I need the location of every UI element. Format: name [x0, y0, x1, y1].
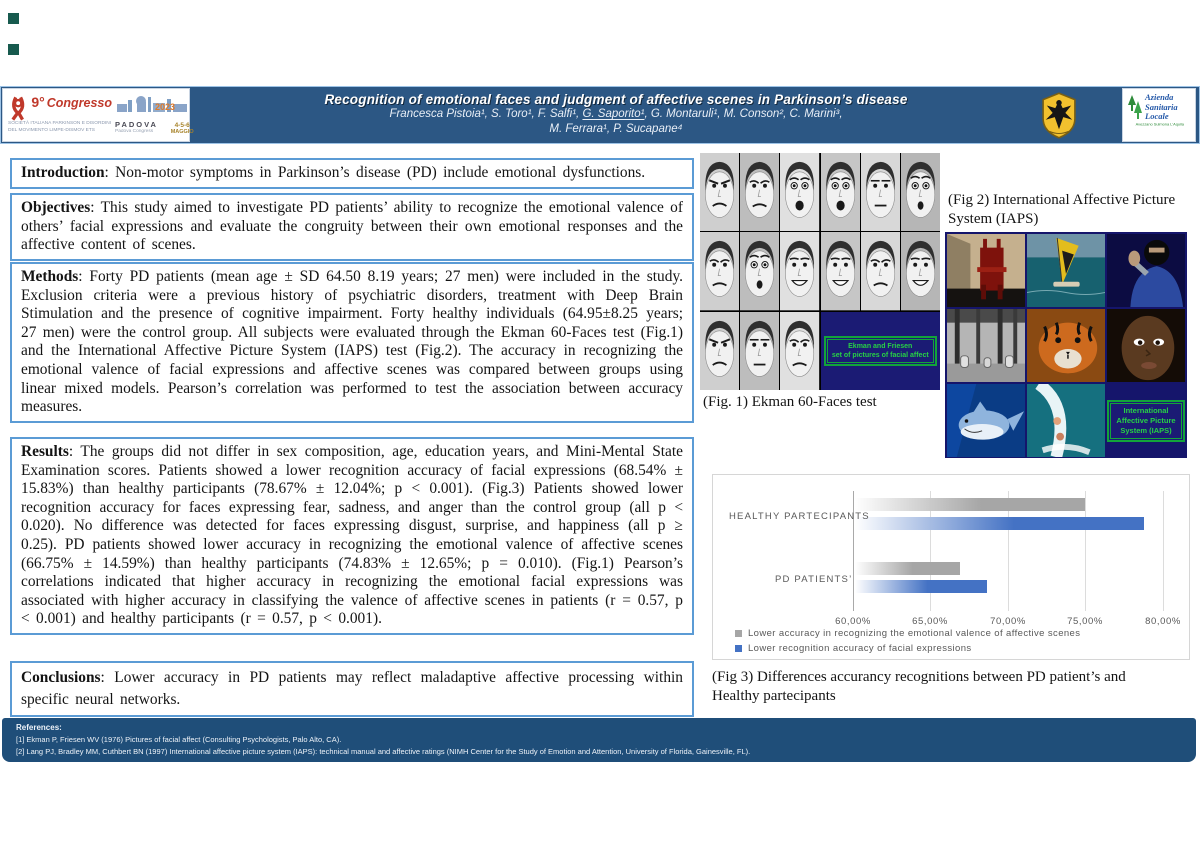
legend-swatch-gray: [735, 630, 742, 637]
ekman-face-photo: [861, 232, 900, 310]
ekman-face-photo: [780, 312, 819, 390]
legend-swatch-blue: [735, 645, 742, 652]
conclusions-label: Conclusions: [21, 669, 101, 686]
ekman-face-photo: [740, 312, 779, 390]
cemetery-photo: [947, 309, 1025, 382]
ekman-badge: Ekman and Friesen set of pictures of facial affect: [824, 336, 937, 366]
iaps-badge-panel: [1107, 384, 1185, 457]
reference-2: [2] Lang PJ, Bradley MM, Cuthbert BN (1997) International affective picture system (IAPS): technical manual and affective ratings (NIMH Center for the Study of Emotion and Attention, University of Florida, Gainesville, FL).: [16, 746, 751, 756]
electric-chair-photo: [947, 234, 1025, 307]
ekman-face-photo: [700, 312, 739, 390]
ekman-face-photo: [700, 153, 739, 231]
asl-line3: Locale: [1145, 111, 1169, 121]
gridline-75: [1085, 491, 1086, 611]
category-label-pd: PD PATIENTS’: [775, 574, 853, 585]
references-footer: [2, 718, 1196, 762]
padova-city: PADOVA: [115, 120, 158, 129]
asl-line2: Sanitaria: [1145, 101, 1178, 112]
ekman-face-photo: [821, 153, 860, 231]
asl-line1: Azienda: [1145, 92, 1174, 102]
corner-marker: [8, 13, 19, 24]
objectives-text: : This study aimed to investigate PD patients’ ability to recognize the emotional valence of others’ facial expressions and evaluate the congruity between their own emotional responses and the affective content of scenes.: [21, 199, 683, 254]
bar-healthy-scenes: [855, 498, 1085, 511]
iaps-badge: International Affective Picture System (IAPS): [1107, 400, 1185, 442]
results-text: : The groups did not differ in sex composition, age, education years, and Mini-Mental State Examination scores. Patients showed a lower recognition accuracy of facial expressions (68.54% ± 15.83%) than healthy participants (78.67% ± 12.04%; p < 0.001). (Fig.3) Patients showed lower recognition accuracy for faces expressing fear, sadness, and anger than the control group (all p < 0.020). No difference was detected for faces expressing disgust, surprise, and happiness (all p ≥ 0.25). PD patients showed lower accuracy in recognizing the emotional valence of affective scenes (66.75% ± 14.59%) than healthy participants (74.83% ± 12.65%; p = 0.010). (Fig.1) Pearson’s correlations indicated that higher accuracy in recognizing the emotional facial expressions was associated with higher accuracy in classifying the valence of affective scenes in patients (r = 0.57, p < 0.001) and healthy participants (r = 0.57, p < 0.001).: [21, 443, 683, 628]
padova-logo: [115, 92, 194, 136]
authors-line2: M. Ferrara¹, P. Sucapane⁴: [549, 123, 683, 135]
ekman-face-photo: [861, 153, 900, 231]
ekman-face-photo: [740, 153, 779, 231]
ekman-face-photo: [780, 153, 819, 231]
ekman-face-photo: [780, 232, 819, 310]
ekman-face-photo: [821, 232, 860, 310]
asl-logo-box: [1122, 88, 1196, 142]
authors-line1: Francesca Pistoia¹, S. Toro¹, F. Salfi¹, G. Saporito¹, G. Montaruli¹, M. Conson², C. Marini³,: [389, 108, 843, 120]
category-label-healthy: HEALTHY PARTECIPANTS: [729, 511, 870, 522]
congress-dates: 4-5-6: [174, 121, 190, 129]
references-heading: References:: [16, 723, 62, 732]
objectives-box: [10, 193, 694, 261]
legend-label-scenes: Lower accuracy in recognizing the emotional valence of affective scenes: [748, 628, 1081, 639]
legend-item-faces: [735, 643, 972, 654]
masked-figure-photo: [1107, 234, 1185, 307]
underlined-author: G. Saporito¹: [582, 108, 645, 120]
congress-number: 9°: [31, 94, 45, 110]
legend-item-scenes: [735, 628, 1080, 639]
fig2-iaps-image: [945, 232, 1187, 458]
padova-skyline-icon: [115, 92, 189, 114]
waterslide-photo: [1027, 384, 1105, 457]
header-title-block: [201, 92, 1031, 137]
ekman-badge-panel: [821, 312, 941, 390]
tick-70: 70,00%: [990, 616, 1026, 627]
shark-photo: [947, 384, 1025, 457]
windsurf-photo: [1027, 234, 1105, 307]
asl-subtext: Avezzano Sulmona L'Aquila: [1135, 123, 1184, 127]
reference-1: [1] Ekman P, Friesen WV (1976) Pictures of facial affect (Consulting Psychologists, Palo Alto, CA).: [16, 735, 342, 744]
eagle-icon: [1041, 92, 1077, 139]
introduction-box: [10, 158, 694, 189]
year-text: 2023: [155, 102, 176, 112]
trees-icon: [1127, 93, 1143, 123]
gridline-60: [853, 491, 854, 611]
methods-text: : Forty PD patients (mean age ± SD 64.50 8.19 years; 27 men) were included in the study. Exclusion criteria were a previous history of psychiatric disorders, treatment with Deep Brain Stimulation and the presence of cognitive impairment. Forty healthy individuals (64.95±8.25 years; 27 men) were the control group. All subjects were evaluated through the Ekman 60-Faces test (Fig.1) and the International Affective Picture System (IAPS) test (Fig.2). The accuracy in recognizing the emotional valence of facial expressions and affective scenes was compared between groups using linear mixed models. Pearson’s correlation was performed to test the association between accuracy measures.: [21, 268, 683, 416]
gridline-80: [1163, 491, 1164, 611]
ekman-face-photo: [901, 153, 940, 231]
congress-logo: [8, 95, 112, 135]
poster-title: Recognition of emotional faces and judgment of affective scenes in Parkinson’s disease: [324, 92, 908, 107]
bar-healthy-faces: [855, 517, 1144, 530]
ekman-face-photo: [901, 232, 940, 310]
fig3-caption: (Fig 3) Differences accurancy recognitions between PD patient’s and Healthy partecipants: [712, 669, 1126, 704]
methods-label: Methods: [21, 268, 79, 285]
tiger-photo: [1027, 309, 1105, 382]
tick-60: 60,00%: [835, 616, 871, 627]
fig1-ekman-faces-image: [700, 153, 940, 390]
fig1-caption: (Fig. 1) Ekman 60-Faces test: [703, 394, 877, 410]
fig3-chart: [712, 474, 1190, 660]
introduction-text: : Non-motor symptoms in Parkinson’s disease (PD) include emotional dysfunctions.: [104, 164, 646, 181]
results-label: Results: [21, 443, 69, 460]
padova-venue: Padova Congress: [115, 129, 154, 134]
tick-75: 75,00%: [1067, 616, 1103, 627]
society-line2: DEL MOVIMENTO LIMPE-DISMOV ETS: [8, 128, 95, 133]
limpe-ribbon-icon: [8, 95, 29, 121]
ekman-face-photo: [700, 232, 739, 310]
society-line1: SOCIETÀ ITALIANA PARKINSON E DISORDINI: [8, 121, 112, 126]
fig2-caption: (Fig 2) International Affective Picture System (IAPS): [948, 192, 1176, 227]
bar-pd-faces: [855, 580, 987, 593]
congress-name: Congresso: [46, 96, 112, 110]
child-face-photo: [1107, 309, 1185, 382]
conclusions-text: : Lower accuracy in PD patients may reflect maladaptive affective processing within specific neural networks.: [21, 669, 683, 708]
congress-logo-box: [2, 88, 194, 142]
objectives-label: Objectives: [21, 199, 91, 216]
legend-label-faces: Lower recognition accuracy of facial expressions: [748, 643, 972, 654]
congress-month: MAGGIO: [170, 128, 194, 135]
tick-65: 65,00%: [912, 616, 948, 627]
ekman-face-photo: [740, 232, 779, 310]
university-eagle-logo: [1041, 92, 1077, 139]
conclusions-box: [10, 661, 694, 717]
introduction-label: Introduction: [21, 164, 105, 181]
tick-80: 80,00%: [1145, 616, 1181, 627]
results-box: [10, 437, 694, 635]
corner-marker: [8, 44, 19, 55]
methods-box: [10, 262, 694, 423]
bar-pd-scenes: [855, 562, 960, 575]
